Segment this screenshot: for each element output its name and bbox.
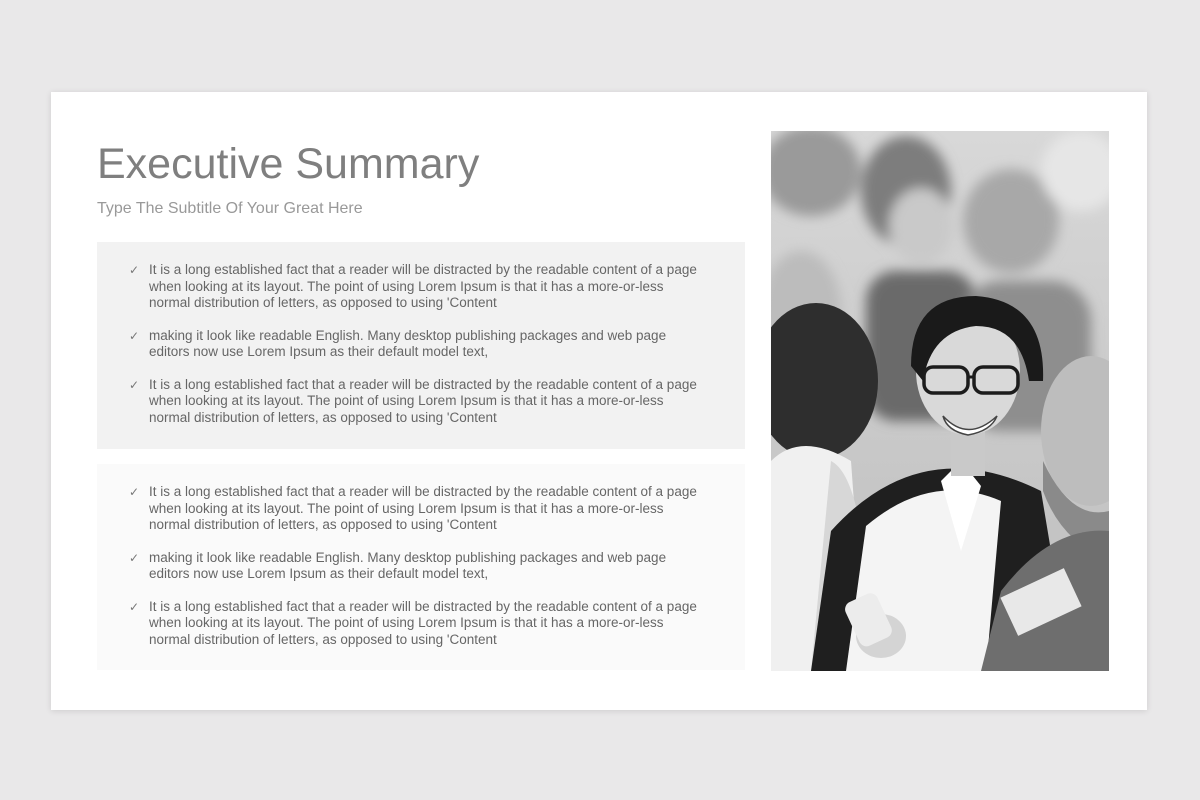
bullet-item xyxy=(129,599,705,649)
check-icon: ✓ xyxy=(129,550,140,565)
bullet-item xyxy=(129,484,705,534)
bullet-list xyxy=(129,262,705,426)
check-icon: ✓ xyxy=(129,599,140,614)
bullet-item xyxy=(129,377,705,427)
bullet-item xyxy=(129,550,705,583)
bullet-panel-1 xyxy=(97,242,745,449)
photo-illustration xyxy=(771,131,1109,671)
check-icon: ✓ xyxy=(129,263,140,277)
bullet-text: It is a long established fact that a reader will be distracted by the readable content of a page when looking at its layout. The point of using Lorem Ipsum is that it has a more-or-less normal distribution of letters, as opposed to using 'Content xyxy=(149,484,697,532)
page-title: Executive Summary xyxy=(97,140,480,188)
bullet-item xyxy=(129,262,705,312)
bullet-text: making it look like readable English. Many desktop publishing packages and web page editors now use Lorem Ipsum as their default model text, xyxy=(149,549,667,581)
bullet-text: It is a long established fact that a reader will be distracted by the readable content of a page when looking at its layout. The point of using Lorem Ipsum is that it has a more-or-less normal distribution of letters, as opposed to using 'Content xyxy=(149,376,697,425)
check-icon: ✓ xyxy=(129,328,140,343)
bullet-item xyxy=(129,328,705,361)
photo-image xyxy=(771,131,1109,671)
bullet-panel-2 xyxy=(97,464,745,670)
check-icon: ✓ xyxy=(129,485,140,499)
check-icon: ✓ xyxy=(129,377,140,392)
bullet-text: making it look like readable English. Many desktop publishing packages and web page editors now use Lorem Ipsum as their default model text, xyxy=(149,327,667,359)
bullet-list xyxy=(129,484,705,648)
bullet-text: It is a long established fact that a reader will be distracted by the readable content of a page when looking at its layout. The point of using Lorem Ipsum is that it has a more-or-less normal distribution of letters, as opposed to using 'Content xyxy=(149,598,697,647)
page-subtitle: Type The Subtitle Of Your Great Here xyxy=(97,200,363,217)
bullet-text: It is a long established fact that a reader will be distracted by the readable content of a page when looking at its layout. The point of using Lorem Ipsum is that it has a more-or-less normal distribution of letters, as opposed to using 'Content xyxy=(149,262,697,310)
slide xyxy=(51,92,1147,710)
